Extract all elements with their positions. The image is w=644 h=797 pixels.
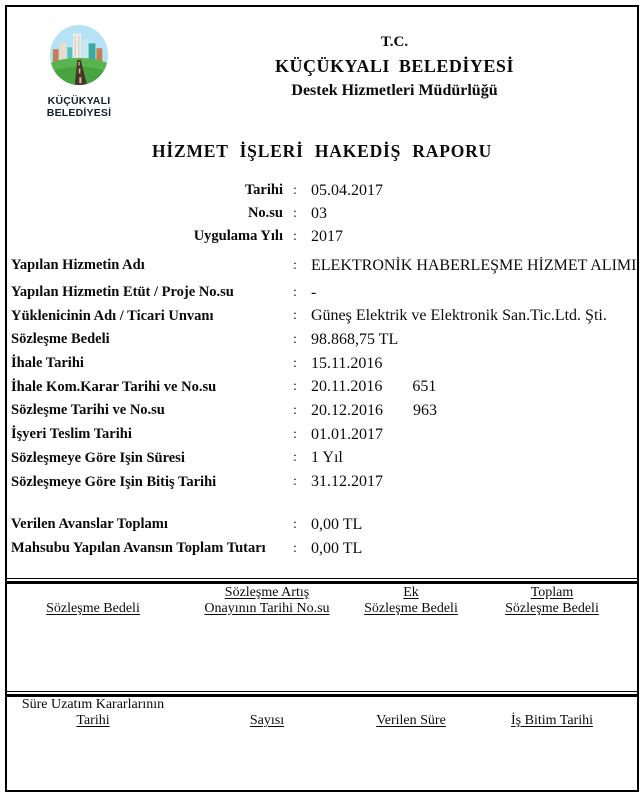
field-label: Sözleşmeye Göre Işin Süresi [11,449,185,466]
field-value: 0,00 TL [311,539,363,557]
column-header: Ek Sözleşme Bedeli [364,585,458,616]
field-row [7,375,637,399]
column-header: İş Bitim Tarihi [511,713,593,728]
column-header: Toplam Sözleşme Bedeli [505,585,599,616]
report-title: HİZMET İŞLERİ HAKEDİŞ RAPORU [151,141,493,161]
field-label: Yapılan Hizmetin Adı [11,257,145,274]
fields-section [7,254,637,494]
colon-separator: : [293,205,297,221]
colon-separator: : [293,450,297,466]
contract-amounts-table-header [7,585,637,617]
meta-row [7,225,637,248]
field-row [7,470,637,494]
field-label: Sözleşme Tarihi ve No.su [11,402,165,419]
meta-value: 05.04.2017 [311,181,383,199]
field-label: Mahsubu Yapılan Avansın Toplam Tutarı [11,540,266,557]
meta-value: 2017 [311,227,343,245]
colon-separator: : [293,516,297,532]
colon-separator: : [293,182,297,198]
field-value: 31.12.2017 [311,473,383,491]
field-row [7,423,637,447]
column-group-label: Süre Uzatım Kararlarının [21,697,165,712]
logo-caption: KÜÇÜKYALI BELEDİYESİ [46,95,112,119]
field-label: Sözleşme Bedeli [11,331,110,348]
field-label: İhale Tarihi [11,355,84,372]
field-row [7,513,637,537]
field-row [7,399,637,423]
time-extension-table-header [7,697,637,729]
field-extra-value: 963 [413,401,437,419]
field-value: 20.12.2016 963 [311,401,437,419]
colon-separator: : [293,474,297,490]
section-divider [7,578,637,584]
colon-separator: : [293,284,297,300]
field-value: Güneş Elektrik ve Elektronik San.Tic.Ltd. Şti. [311,307,607,325]
colon-separator: : [293,379,297,395]
colon-separator: : [293,308,297,324]
column-header: Süre Uzatım Kararlarının Tarihi [21,697,165,728]
field-label: Sözleşmeye Göre Işin Bitiş Tarihi [11,473,217,490]
meta-section [7,179,637,248]
field-value: 15.11.2016 [311,354,383,372]
letterhead [142,31,644,103]
country-label: T.C. [380,34,409,50]
field-row [7,328,637,352]
field-extra-value: 651 [412,378,437,396]
field-value: 01.01.2017 [311,425,383,443]
colon-separator: : [293,402,297,418]
colon-separator: : [293,257,297,273]
field-value: ELEKTRONİK HABERLEŞME HİZMET ALIMI [311,256,637,274]
column-header: Verilen Süre [376,713,446,728]
field-row [7,447,637,471]
field-row [7,281,637,305]
meta-label: Tarihi [244,182,283,198]
colon-separator: : [293,426,297,442]
field-label: Verilen Avanslar Toplamı [11,516,168,533]
meta-label: No.su [247,205,283,221]
meta-row [7,179,637,202]
column-header: Sözleşme Bedeli [46,601,140,616]
document-page [5,5,639,792]
field-label: İhale Kom.Karar Tarihi ve No.su [11,378,217,395]
meta-value: 03 [311,204,327,222]
field-label: Yüklenicinin Adı / Ticari Unvanı [11,307,214,324]
colon-separator: : [293,331,297,347]
colon-separator: : [293,355,297,371]
city-skyline-road-icon [48,23,110,87]
advances-section [7,513,637,560]
field-value: 0,00 TL [311,515,363,533]
field-row [7,352,637,376]
municipality-name: KÜÇÜKYALI BELEDİYESİ [275,56,514,76]
field-value: - [311,283,317,301]
field-value: 20.11.2016 651 [311,378,437,396]
colon-separator: : [293,540,297,556]
field-label: Yapılan Hizmetin Etüt / Proje No.su [11,284,234,301]
municipal-logo [15,23,143,119]
department-name: Destek Hizmetleri Müdürlüğü [291,82,498,99]
field-row [7,537,637,561]
column-header: Sayısı [249,713,285,728]
meta-row [7,202,637,225]
field-row [7,304,637,328]
field-value: 98.868,75 TL [311,330,399,348]
column-header: Sözleşme Artış Onayının Tarihi No.su [204,585,330,616]
colon-separator: : [293,228,297,244]
meta-label: Uygulama Yılı [193,228,283,244]
field-label: İşyeri Teslim Tarihi [11,426,132,443]
field-row [7,254,637,278]
field-value: 1 Yıl [311,449,343,467]
